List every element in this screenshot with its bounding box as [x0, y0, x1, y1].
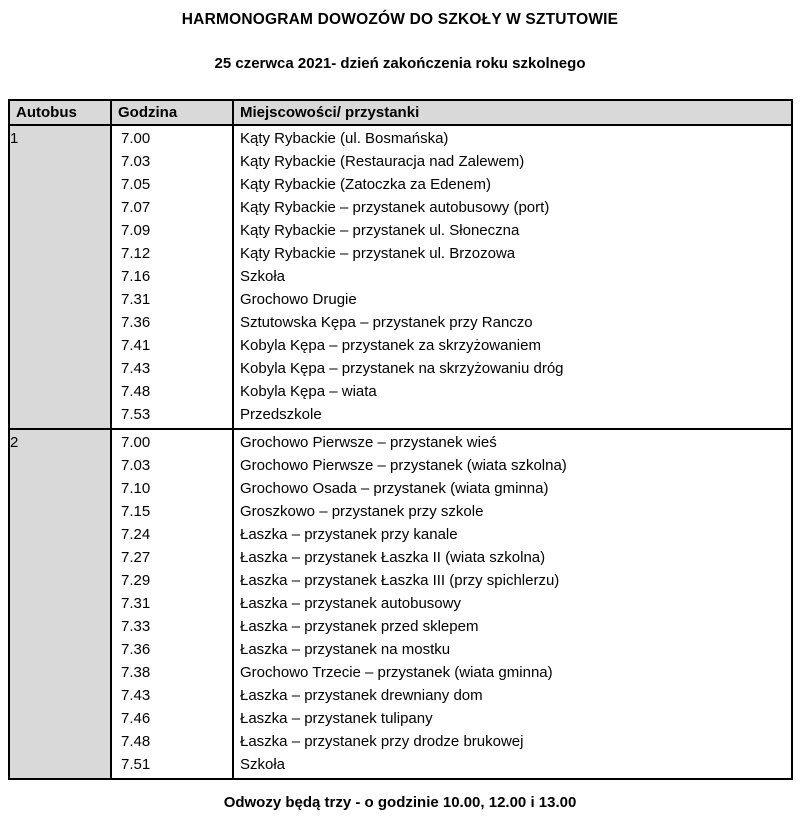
stop-place: Łaszka – przystanek na mostku: [240, 641, 451, 658]
column-header-time: Godzina: [111, 100, 233, 125]
stop-time: 7.27: [121, 549, 151, 566]
stop-time: 7.48: [121, 733, 151, 750]
stop-place: Przedszkole: [240, 406, 322, 423]
stop-place: Łaszka – przystanek autobusowy: [240, 595, 461, 612]
times-cell: [111, 125, 233, 429]
stop-place: Grochowo Drugie: [240, 291, 357, 308]
stop-time: 7.31: [121, 291, 151, 308]
stop-place: Kobyla Kępa – przystanek na skrzyżowaniu dróg: [240, 360, 564, 377]
stop-time: 7.48: [121, 383, 151, 400]
stop-time: 7.36: [121, 314, 151, 331]
stop-place: Łaszka – przystanek przy kanale: [240, 526, 458, 543]
schedule-table-header: [9, 100, 792, 125]
bus-section-row: [9, 125, 792, 429]
stop-place: Łaszka – przystanek przy drodze brukowej: [240, 733, 524, 750]
stop-time: 7.12: [121, 245, 151, 262]
stop-time: 7.43: [121, 360, 151, 377]
stop-time: 7.00: [121, 434, 151, 451]
stop-time: 7.29: [121, 572, 151, 589]
stop-time: 7.43: [121, 687, 151, 704]
bus-section-row: [9, 429, 792, 779]
stop-place: Kąty Rybackie – przystanek ul. Brzozowa: [240, 245, 516, 262]
stop-time: 7.09: [121, 222, 151, 239]
column-header-bus: Autobus: [9, 100, 111, 125]
stop-place: Kąty Rybackie – przystanek ul. Słoneczna: [240, 222, 520, 239]
stop-time: 7.46: [121, 710, 151, 727]
stop-time: 7.15: [121, 503, 151, 520]
stop-time: 7.03: [121, 153, 151, 170]
page-title: HARMONOGRAM DOWOZÓW DO SZKOŁY W SZTUTOWIE: [181, 11, 619, 28]
stop-time: 7.36: [121, 641, 151, 658]
stop-place: Szkoła: [240, 756, 286, 773]
times-cell: [111, 429, 233, 779]
page-subtitle: 25 czerwca 2021- dzień zakończenia roku szkolnego: [214, 55, 586, 72]
stop-place: Grochowo Trzecie – przystanek (wiata gminna): [240, 664, 553, 681]
stop-place: Łaszka – przystanek drewniany dom: [240, 687, 483, 704]
stop-place: Kąty Rybackie (ul. Bosmańska): [240, 130, 449, 147]
bus-schedule-table: [8, 99, 793, 780]
stop-time: 7.24: [121, 526, 151, 543]
stop-place: Kobyla Kępa – przystanek za skrzyżowaniem: [240, 337, 541, 354]
stop-time: 7.16: [121, 268, 151, 285]
stop-place: Kąty Rybackie (Zatoczka za Edenem): [240, 176, 491, 193]
stop-place: Kąty Rybackie (Restauracja nad Zalewem): [240, 153, 525, 170]
stop-time: 7.41: [121, 337, 151, 354]
header-row: [9, 100, 792, 125]
stop-time: 7.00: [121, 130, 151, 147]
stop-place: Łaszka – przystanek Łaszka II (wiata szkolna): [240, 549, 546, 566]
stop-place: Sztutowska Kępa – przystanek przy Ranczo: [240, 314, 533, 331]
stop-place: Grochowo Pierwsze – przystanek wieś: [240, 434, 497, 451]
schedule-table-body: [9, 125, 792, 779]
stop-time: 7.33: [121, 618, 151, 635]
stop-time: 7.05: [121, 176, 151, 193]
column-header-places: Miejscowości/ przystanki: [233, 100, 792, 125]
stop-place: Grochowo Osada – przystanek (wiata gminna): [240, 480, 549, 497]
stop-place: Grochowo Pierwsze – przystanek (wiata szkolna): [240, 457, 567, 474]
stop-time: 7.10: [121, 480, 151, 497]
stop-place: Groszkowo – przystanek przy szkole: [240, 503, 484, 520]
stop-time: 7.53: [121, 406, 151, 423]
stop-time: 7.07: [121, 199, 151, 216]
stop-time: 7.38: [121, 664, 151, 681]
stop-place: Łaszka – przystanek tulipany: [240, 710, 433, 727]
stop-place: Kobyla Kępa – wiata: [240, 383, 377, 400]
stop-time: 7.51: [121, 756, 151, 773]
stop-place: Łaszka – przystanek Łaszka III (przy spichlerzu): [240, 572, 560, 589]
stop-place: Łaszka – przystanek przed sklepem: [240, 618, 479, 635]
stop-place: Kąty Rybackie – przystanek autobusowy (port): [240, 199, 550, 216]
return-trips-note: Odwozy będą trzy - o godzinie 10.00, 12.00 i 13.00: [223, 794, 577, 811]
stops-cell: [233, 429, 792, 779]
bus-number-cell: 1: [9, 125, 111, 429]
stop-time: 7.03: [121, 457, 151, 474]
stops-cell: [233, 125, 792, 429]
bus-number-cell: 2: [9, 429, 111, 779]
stop-time: 7.31: [121, 595, 151, 612]
stop-place: Szkoła: [240, 268, 286, 285]
